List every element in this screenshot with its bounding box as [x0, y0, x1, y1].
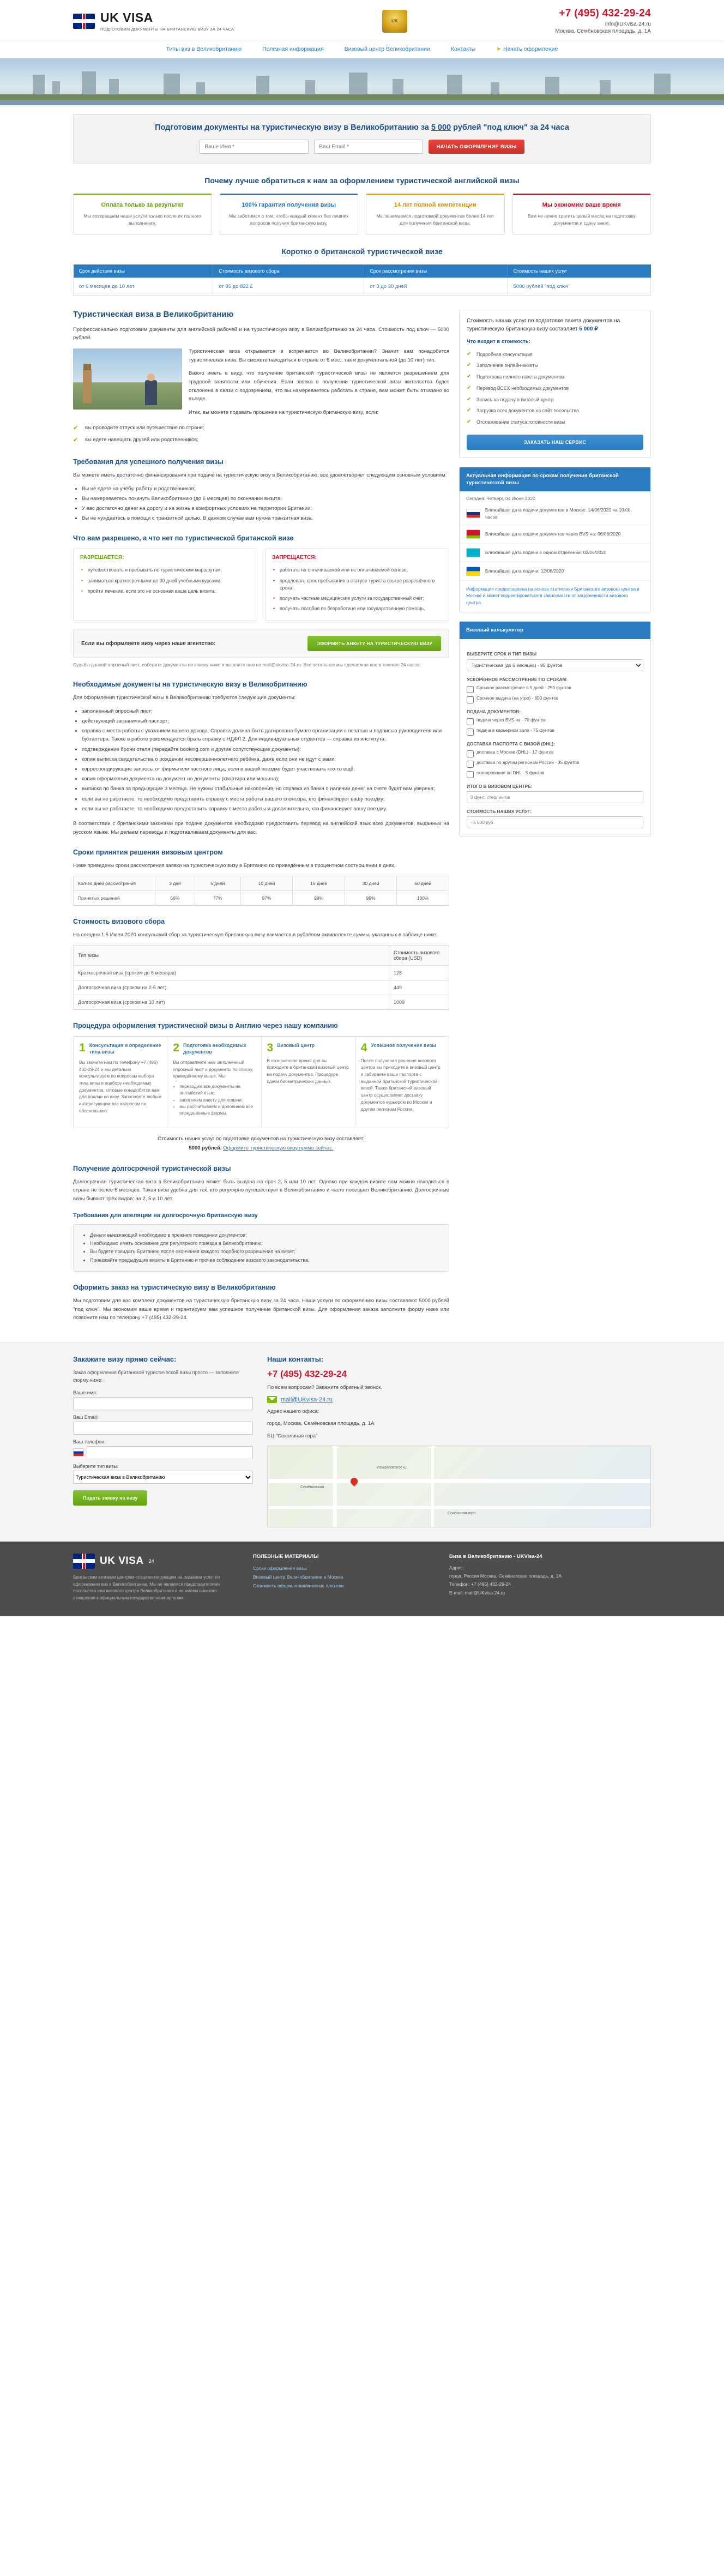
office-building: БЦ "Соколиная гора" [267, 1433, 318, 1439]
footer-link-item[interactable] [253, 1581, 433, 1590]
calc-checkbox[interactable] [467, 750, 474, 757]
list-item: • действующий заграничный паспорт; [82, 717, 449, 725]
cta-note: Судьбы данной опросный лист, соберите документы по списку ниже и вышлите нам на mail@ukvisa-24.ru. Все остальное мы сделаем за вас в течение 24 часов. [73, 662, 421, 668]
table-header-row [74, 945, 449, 965]
th-10-days: 10 дней [240, 876, 293, 890]
long-visa-req-title: Требования для апеляции на долгосрочную британскую визу [73, 1212, 258, 1219]
office-map[interactable] [267, 1446, 651, 1527]
step-number: 1 [79, 1041, 86, 1054]
processing-terms-table [73, 876, 449, 906]
why-card-title: Оплата только за результат [101, 202, 184, 208]
th-30-days: 30 дней [345, 876, 397, 890]
total-text: Стоимость наших услуг по подготовке документов на туристическую визу составляет: [158, 1136, 365, 1142]
uk-flag-icon [73, 14, 95, 29]
list-item: • корреспондирующие запросы от фирмы или частного лица, если в вашей поездке будет участвовать кто-то ещё; [82, 765, 449, 773]
td-value: 100% [397, 890, 449, 905]
nav-item-visa-center[interactable] [345, 40, 430, 58]
nav-item-start-order[interactable] [496, 40, 558, 58]
sidebar [459, 310, 651, 845]
documents-text: Для оформления туристической визы в Великобританию требуются следующие документы: [73, 695, 296, 701]
total-price-line [73, 1135, 449, 1152]
article-column [73, 310, 449, 1327]
list-item: • подтверждение брони отеля (передайте booking.com и другие сопутствующие документы); [82, 745, 449, 754]
list-item: ✔ вы проводите отпуск или путешествие по стране; [73, 422, 449, 434]
article-p4: Итак, вы можете подавать прошение на туристическую британскую визу, если: [189, 409, 379, 416]
main-content [73, 310, 651, 1327]
td-our-price: 5000 рублей "под ключ" [508, 278, 650, 295]
phone-label: Ваш телефон: [73, 1439, 106, 1445]
nav-link[interactable]: Типы виз в Великобританию [166, 46, 242, 52]
header-contacts [555, 8, 651, 34]
fee-text: На сегодня 1.5 Июля 2020 консульский сбор за туристическую британскую визу взимается в рублёвом эквиваленте суммы, указанных в таблице ниже: [73, 931, 438, 938]
includes-list [467, 349, 643, 428]
list-item: ✔ Перевод ВСЕХ необходимых документов [467, 383, 643, 394]
page-title: Туристическая виза в Великобританию [73, 309, 234, 319]
list-item: • если вы не работаете, то необходимо представить справку с места работы вашего спонсора, кто финансирует вашу поездку; [82, 795, 449, 803]
royal-emblem-icon [378, 9, 411, 34]
header-email[interactable]: info@UKvisa-24.ru [605, 21, 651, 27]
calc-option-delivery-regions[interactable] [467, 760, 643, 768]
footer-addr-label: Адрес: [449, 1564, 464, 1570]
term-text: Ближайшая дата подачи: 12/06/2020 [485, 568, 564, 574]
footer-logo-text: UK VISA [100, 1555, 144, 1567]
list-item: ✔ Подробная консультация [467, 349, 643, 360]
footer-link-item[interactable] [253, 1573, 433, 1581]
th-60-days: 60 дней [397, 876, 449, 890]
list-item: • получать частные медицинские услуги за государственный счёт; [272, 593, 442, 604]
term-text: Ближайшая дата подачи в одном отделении: 02/06/2020 [485, 550, 607, 556]
list-item: • Вы не едете на учёбу, работу и родственников; [82, 485, 449, 493]
td-visa-type: Краткосрочная виза (сроком до 6 месяцев) [74, 965, 389, 980]
footer-email[interactable]: E-mail: mail@UKvisa-24.ru [449, 1590, 505, 1596]
why-card-title: 100% гарантия получения визы [242, 202, 336, 208]
footer-phone[interactable]: Телефон: +7 (495) 432-29-24 [449, 1581, 511, 1587]
nav-item-visa-types[interactable] [166, 40, 242, 58]
list-item: • У вас достаточно денег на дорогу и на жизнь в комфортных условиях на территории Британии; [82, 504, 449, 513]
contacts-email[interactable]: mail@UKvisa-24.ru [281, 1396, 333, 1403]
documents-title: Необходимые документы на туристическую визу в Великобританию [73, 681, 307, 689]
th-fee: Стоимость визового сбора [213, 264, 364, 278]
logo-text: UK VISA [100, 10, 153, 25]
calc-option-scan-dhl[interactable] [467, 770, 643, 778]
allowed-box [73, 549, 257, 621]
contacts-title: Наши контакты: [267, 1355, 324, 1363]
why-cards [73, 194, 651, 235]
footer-link[interactable]: Стоимость оформления/визовые платежи [253, 1582, 344, 1588]
allowed-forbidden-boxes [73, 549, 449, 621]
step-text: Вы звоните нам по телефону +7 (495) 432-29-24 и мы детально консультируем по вопросам выбора типа визы и подбору необходимых документов, которые понадобятся вам для подачи на визу. Заполняете любым интересующим вас вопросом по обоснованию. [79, 1060, 162, 1114]
list-item: ✔ Запись на подачу в визовый центр [467, 394, 643, 406]
td-row-label: Принятых решений [74, 890, 155, 905]
includes-title: Что входит в стоимость: [467, 338, 530, 345]
td-fee: от 95 до 822 £ [213, 278, 364, 295]
list-item: • заполняем анкету для подачи; [179, 1097, 255, 1104]
promo-title-part2: рублей "под ключ" за 24 часа [451, 123, 569, 132]
calc-label-speed: УСКОРЕННОЕ РАССМОТРЕНИЕ ПО СРОКАМ: [467, 676, 568, 682]
calc-option-premium-lounge[interactable] [467, 727, 643, 736]
order-now-link[interactable]: Оформите туристическую визу прямо сейчас. [223, 1145, 334, 1151]
table-row [74, 890, 449, 905]
map-pin-icon [349, 1476, 359, 1486]
flag-russia-icon [73, 1448, 84, 1456]
email-label: Ваш Email: [73, 1414, 98, 1420]
visa-calculator-panel [459, 621, 651, 836]
why-card-text: Мы занимаемся подготовкой документов более 14 лет для получения британской визы. [376, 213, 494, 226]
td-visa-type: Долгосрочная виза (сроком на 2-5 лет) [74, 980, 389, 995]
calc-option-fast-next-day[interactable] [467, 695, 643, 703]
footer-links-title: ПОЛЕЗНЫЕ МАТЕРИАЛЫ [253, 1553, 319, 1560]
list-item: • копия выписка свидетельства о рождении несовершеннолетнего ребёнка, даже если они не идут с вами; [82, 755, 449, 763]
term-text: Ближайшая дата подачи документов в Москве: 14/06/2020 на 10:00 часов [485, 507, 631, 520]
list-item: • переводим все документы на английский язык; [179, 1084, 255, 1097]
price-panel-title [467, 317, 643, 333]
td-validity: от 6 месяцев до 10 лет [74, 278, 213, 295]
list-item: • заполненный опросный лист; [82, 707, 449, 715]
main-nav [0, 40, 724, 58]
hero-banner-image [0, 58, 724, 105]
th-fee-usd: Стоимость визового сбора (USD) [389, 945, 449, 965]
article-intro: Профессионально подготовим документы для английской рабочей и на туристическую визу в Великобританию за 24 часа. Стоимость под ключ — 5000 рублей. [73, 326, 449, 341]
step-title: Визовый центр [277, 1042, 315, 1048]
th-processing: Срок рассмотрения визы [364, 264, 508, 278]
calc-label-submission: ПОДАЧА ДОКУМЕНТОВ: [467, 708, 521, 714]
list-item: • пройти лечение, если это не основная ваша цель визита. [80, 586, 250, 597]
calc-option-label: подача в карьерном зале - 75 фунтов [476, 727, 555, 733]
order-visa-type-select[interactable] [73, 1471, 253, 1484]
list-item: • путешествовать и пребывать по туристическим маршрутам; [80, 565, 250, 575]
why-card-payment [73, 194, 212, 235]
price-panel [459, 310, 651, 458]
promo-form [85, 140, 639, 154]
map-label: Соколиная гора [448, 1511, 476, 1515]
calc-option-label: Срочное рассмотрение в 5 дней - 250 фунтов [476, 685, 571, 690]
article-p2: Туристическая виза открывается в встречается во Великобритании? Значит вам понадобится туристическая виза. Вы сможете находиться в стране от 6 мес., так и документальной (до 10 лет) тип. [189, 348, 449, 363]
list-item: • Вы не нуждаетесь в помощи с транзитной целью. В данном случае вам нужна транзитная виза. [82, 514, 449, 522]
map-label: Семёновская [300, 1485, 324, 1489]
th-15-days: 15 дней [293, 876, 345, 890]
promo-title [85, 123, 639, 132]
step-number: 3 [267, 1041, 274, 1054]
footer-contacts-title: Виза в Великобританию - UKVisa-24 [449, 1553, 542, 1560]
calc-option-label: доставка по другим регионам России - 35 фунтов [476, 760, 580, 765]
step-title: Успешное получение визы [371, 1042, 437, 1048]
why-card-guarantee [220, 194, 359, 235]
table-header-row [74, 264, 651, 278]
list-item: • Деньги выезжающий необходимо в прежнем поведении документов; [90, 1231, 440, 1239]
short-section-title: Коротко о британской туристической визе [281, 246, 443, 256]
calc-option-fast-5days[interactable] [467, 685, 643, 693]
footer-order-section [0, 1343, 724, 1542]
flag-ukraine-icon [466, 567, 480, 576]
list-item: • Вы намереваетесь покинуть Великобританию (до 6 месяцев) по окончании визита; [82, 495, 449, 503]
uk-flag-icon [73, 1554, 95, 1569]
calc-checkbox[interactable] [467, 729, 474, 736]
requirements-text: Вы можете иметь достаточно финансирования при подаче на туристическую визу в Великобританию, все удовлетворяет следующим основным условиям: [73, 472, 447, 479]
footer-link[interactable]: Визовый центр Великобритании в Москве [253, 1574, 343, 1580]
list-item: • выписка по банка за предыдущие 3 месяца. Не нужны стабильные накопления, но справка из банка о наличии денег на счете будет вам уверена; [82, 785, 449, 793]
footer-link-item[interactable] [253, 1564, 433, 1573]
why-card-title: 14 лет полной компетенции [394, 202, 476, 208]
promo-submit-button[interactable]: НАЧАТЬ ОФОРМЛЕНИЕ ВИЗЫ [429, 140, 524, 154]
logo[interactable] [73, 10, 234, 32]
step-4-receive-visa [355, 1037, 449, 1128]
name-label: Ваше имя: [73, 1389, 98, 1395]
why-card-text: Вам не нужно тратить целый месяц на подготовку документов и сдачу анкет. [527, 213, 636, 226]
nav-link[interactable]: Начать оформление [503, 46, 558, 52]
promo-name-input[interactable] [200, 140, 309, 154]
table-row [74, 995, 449, 1009]
terms-text: Ниже приведены сроки рассмотрения заявки на туристическую визу в Британию по приведённым в процентном соотношении в днях. [73, 863, 396, 869]
total-price: 5000 рублей. [189, 1145, 222, 1151]
term-row-bvs [460, 525, 650, 544]
why-card-text: Мы возвращаем наши услуги только после их полного выполнения. [83, 213, 201, 226]
order-form-title: Закажите визу прямо сейчас: [73, 1355, 177, 1363]
footer-brand [73, 1554, 237, 1602]
calc-visa-type-select[interactable] [467, 659, 643, 671]
calc-checkbox[interactable] [467, 686, 474, 693]
nav-link[interactable]: Визовый центр Великобритании [344, 46, 430, 52]
terms-panel-note: Информация предоставлена на основе статистики Британского визового центра в Москве и может корректироваться в зависимости от загруженности визового центра. [466, 586, 639, 605]
calc-option-label: доставка с Москве (DHL) - 17 фунтов [476, 749, 554, 755]
list-item: ✔ Загрузка всех документов на сайт посольства [467, 405, 643, 417]
td-fee: 449 [389, 980, 449, 995]
step-3-visa-center [262, 1037, 355, 1128]
why-section-title: Почему лучше обратиться к нам за оформлением туристической английской визы [204, 176, 520, 185]
calc-label-visa-type: ВЫБЕРИТЕ СРОК И ТИП ВИЗЫ [467, 651, 537, 657]
why-card-text: Мы заботимся о том, чтобы каждый клиент без лишних вопросов получил британскую визу. [229, 213, 349, 226]
order-form [73, 1355, 253, 1527]
step-number: 2 [173, 1041, 179, 1054]
table-row [74, 980, 449, 995]
flag-belarus-icon [466, 529, 480, 539]
td-value: 99% [293, 890, 345, 905]
step-title: Подготовка необходимых документов [183, 1042, 246, 1055]
td-visa-type: Долгосрочная виза (сроком на 10 лет) [74, 995, 389, 1009]
order-email-input[interactable] [73, 1422, 253, 1435]
list-item: • продлевать срок пребывания в статусе туриста свыше разрешённого срока; [272, 576, 442, 593]
footer-link[interactable]: Сроки оформления визы [253, 1565, 307, 1571]
term-text: Ближайшая дата подачи документов через BVS на: 06/06/2020 [485, 531, 621, 537]
fee-title: Стоимость визового сбора [73, 917, 165, 925]
calc-label-delivery: ДОСТАВКА ПАСПОРТА С ВИЗОЙ (DHL): [467, 741, 555, 747]
emblem-label: UK [382, 10, 407, 33]
list-item: ✔ Отслеживание статуса готовности визы [467, 417, 643, 428]
footer-addr: город, Россия Москва, Семёновская площадь, д. 1А [449, 1573, 562, 1579]
order-submit-button[interactable]: Подать заявку на визу [73, 1490, 147, 1506]
th-validity: Срок действия визы [74, 264, 213, 278]
calc-total-center-output [467, 791, 643, 803]
header-phone[interactable]: +7 (495) 432-29-24 [559, 8, 651, 19]
td-fee: 1009 [389, 995, 449, 1009]
table-header-row [74, 876, 449, 890]
article-p3: Важно иметь в виду, что получение британской туристической визы не является разрешением для трудовой занятости или обучения. Если заявка в получении туристической визы жительства будет отклонена в связи с подозрением, что вы намереваетесь работать в стране, вам может быть отказано во въезде. [189, 370, 449, 402]
th-5-days: 5 дней [195, 876, 240, 890]
td-fee: 128 [389, 965, 449, 980]
terms-panel-header: Актуальная информация по срокам получения британской туристической визы [460, 467, 650, 492]
th-days: Кол-во дней рассмотрения [74, 876, 155, 890]
list-item: ✔ Заполнение онлайн-анкеты [467, 360, 643, 371]
logo-subtitle: ПОДГОТОВИМ ДОКУМЕНТЫ НА БРИТАНСКУЮ ВИЗУ ЗА 24 ЧАСА [100, 27, 234, 32]
mail-icon [267, 1396, 277, 1403]
list-item: • Приезжайте предыдущие визиты в Британию и прочее соблюдение визового законодательства. [90, 1256, 440, 1265]
article-lead-image [73, 348, 182, 410]
table-row [74, 278, 651, 295]
list-item: • если вы не работаете, то необходимо предоставить справку с места работы и дополнительно, кто финансирует вашу поездку. [82, 805, 449, 813]
forbidden-box-title: ЗАПРЕЩАЕТСЯ: [272, 555, 317, 561]
td-value: 97% [240, 890, 293, 905]
calc-checkbox[interactable] [467, 761, 474, 768]
td-processing: от 3 до 30 дней [364, 278, 508, 295]
footer-links [253, 1554, 433, 1602]
calculator-header: Визовый калькулятор [460, 622, 650, 639]
process-steps [73, 1036, 449, 1129]
list-item: • получать пособия по безработице или государственную помощь. [272, 604, 442, 614]
step-text: После получения решения визового центра вы приходите в визовый центр и забираете ваши паспорта с выданной британской туристической визой. Также британский визовый центр осуществляет доставку документов курьером по Москве и другим регионам России. [360, 1058, 441, 1112]
list-item: • Необходимо иметь основание для регулярного приезда в Великобританию; [90, 1239, 440, 1248]
order-title: Оформить заказ на туристическую визу в Великобританию [73, 1283, 276, 1291]
table-row [74, 965, 449, 980]
calc-checkbox[interactable] [467, 771, 474, 778]
list-item: • мы рассчитываем и дополняем все определённые формы. [179, 1104, 255, 1117]
price-panel-text: Стоимость наших услуг по подготовке пакета документов на туристическую британскую визу составляет [467, 317, 620, 332]
list-item: ✔ вы едете навещать друзей или родственников; [73, 434, 449, 446]
promo-block [73, 114, 651, 164]
order-service-button[interactable]: ЗАКАЗАТЬ НАШ СЕРВИС [467, 435, 643, 450]
eligibility-list [73, 422, 449, 447]
calc-checkbox[interactable] [467, 696, 474, 703]
site-footer [0, 1542, 724, 1616]
map-label: Измайловское ш. [377, 1465, 408, 1470]
steps-title: Процедура оформления туристической визы в Англию через нашу компанию [73, 1021, 338, 1030]
calc-option-label: сканирование по DHL - 5 фунтов [476, 770, 545, 775]
footer-disclaimer: Британским визовым центром-специализирующим на оказании услуг по оформлению виз в Великобританию. Мы не являемся представителями посольства или визового центра Великобритании и не имеем никакого отношения к официальным государственным органам. [73, 1574, 220, 1601]
td-value: 99% [345, 890, 397, 905]
calc-option-bvs[interactable] [467, 717, 643, 725]
contacts-phone[interactable]: +7 (495) 432-29-24 [267, 1368, 347, 1379]
cta-text: Если вы оформляете визу через наше агентство: [81, 640, 216, 647]
forbidden-box [265, 549, 449, 621]
list-item: • работать на оплачиваемой или не оплачиваемой основе; [272, 565, 442, 575]
promo-title-part1: Подготовим документы на туристическую визу в Великобританию за [155, 123, 431, 132]
visa-fee-table [73, 945, 449, 1010]
documents-note: В соответствии с британскими законами при подаче документов необходимо предоставить перевод на английский язык всех документов, выданных на русском языке. Мы делаем переводы и подготавливаем документы для вас. [73, 820, 449, 835]
why-card-experience [366, 194, 505, 235]
office-address: город, Москва, Семёновская площадь, д. 1А [267, 1421, 375, 1427]
step-text: Вы отправляете нам заполненный опросный лист и документы по списку, приведённому выше. Мы: [173, 1060, 254, 1079]
office-address-title: Адрес нашего офиса: [267, 1409, 319, 1415]
long-visa-title: Получение долгосрочной туристической визы [73, 1164, 231, 1172]
requirements-title: Требования для успешного получения визы [73, 458, 224, 466]
contacts-block [267, 1355, 651, 1527]
calc-checkbox[interactable] [467, 718, 474, 725]
header-address: Москва, Семёновская площадь, д. 1А [555, 28, 651, 34]
flag-russia-icon [466, 509, 480, 518]
calc-option-delivery-moscow[interactable] [467, 749, 643, 757]
why-card-title: Мы экономим ваше время [542, 202, 621, 208]
list-item: • Вы будете покидать Британию после окончания каждого подобного разрешения на визит; [90, 1248, 440, 1256]
cta-band [73, 629, 449, 658]
order-text: Мы подготовим для вас комплект документов на туристическую британскую визу за 24 часа. Наши услуги по оформлению визы составляют 5000 рублей "под ключ". Мы экономим ваше время и гарантируем вам успешное получение британской визы. Для оформления заказа заполните форму ниже или позвоните нам по телефону +7 (495) 432-29-24. [73, 1297, 449, 1321]
allowed-title: Что вам разрешено, а что нет по туристической британской визе [73, 534, 294, 543]
calc-option-label: Срочное выдача (на утро) - 800 фунтов [476, 695, 559, 701]
step-1-consultation [74, 1037, 167, 1128]
list-item: • копия оформления документа на документ на документы (квартира или машина); [82, 775, 449, 783]
nav-item-contacts[interactable] [451, 40, 475, 58]
order-name-input[interactable] [73, 1397, 253, 1410]
footer-contacts [449, 1554, 651, 1602]
list-item: • справка с места работы с указанием вашего дохода. Справка должна быть датирована бумаге организации с печатью и подписью руководителя или бухгалтера. Также в работе рекомендуется брать справку с НДФЛ 2. Для индивидуальных студентов — справка из института; [82, 727, 449, 743]
contacts-email-row[interactable] [267, 1396, 651, 1403]
promo-email-input[interactable] [314, 140, 423, 154]
term-row-branch [460, 544, 650, 562]
order-form-text: Заказ оформления британской туристической визы просто — заполните форму ниже: [73, 1369, 239, 1383]
promo-price: 5 000 [431, 123, 451, 132]
calc-total-center-label: ИТОГО В ВИЗОВОМ ЦЕНТРЕ: [467, 783, 533, 789]
footer-logo-sup: 24 [148, 1558, 154, 1564]
nav-link[interactable]: Полезная информация [262, 46, 324, 52]
callback-text[interactable]: По всем вопросам? Закажите обратный звонок. [267, 1384, 383, 1391]
long-visa-text: Долгосрочная туристическая виза в Великобританию может быть выдана на срок 2, 5 или 10 лет. Однако при каждом визите вам можно находиться в стране не более 6 месяцев. Такая виза удобна для тех, кто регулярно путешествует в Великобританию и часто посещает Великобританию. Долгосрочные визы бывают трёх видов: на 2, 5 и 10 лет. [73, 1178, 449, 1202]
visa-summary-table [73, 264, 651, 296]
step-2-documents [167, 1037, 261, 1128]
step-text: В назначенное время дня вы приходите в британский визовый центр на подачу документов. Процедура сдачи биометрических данных. [267, 1058, 349, 1084]
order-phone-input[interactable] [87, 1446, 253, 1459]
visa-type-label: Выберите тип визы: [73, 1463, 119, 1469]
step-number: 4 [360, 1041, 367, 1054]
allowed-box-title: РАЗРЕШАЕТСЯ: [80, 555, 124, 561]
step-title: Консультация и определение типа визы [89, 1042, 161, 1055]
calc-total-services-label: СТОИМОСТЬ НАШИХ УСЛУГ: [467, 808, 532, 814]
nav-link[interactable]: Контакты [450, 46, 476, 52]
calc-total-services-output [467, 816, 643, 828]
cta-questionnaire-button[interactable]: ОФОРМИТЬ АНКЕТУ НА ТУРИСТИЧЕСКУЮ ВИЗУ [307, 636, 441, 651]
terms-panel [459, 467, 651, 613]
why-card-time [512, 194, 651, 235]
price-panel-amount: 5 000 ₽ [579, 326, 598, 332]
th-our-price: Стоимость наших услуг [508, 264, 650, 278]
list-item: • заниматься краткосрочными до 30 дней учёбными курсами; [80, 576, 250, 586]
documents-list [82, 707, 449, 813]
term-row-other [460, 562, 650, 581]
flag-kazakhstan-icon [466, 548, 480, 557]
td-value: 77% [195, 890, 240, 905]
list-item: ✔ Подготовка полного пакета документов [467, 371, 643, 383]
term-row-moscow [460, 502, 650, 525]
th-visa-type: Тип визы [74, 945, 389, 965]
arrow-icon: ➤ [496, 46, 502, 52]
calc-option-label: подача через BVS на - 70 фунтов [476, 717, 546, 723]
site-header [0, 0, 724, 40]
terms-panel-date: Сегодня: Четверг, 04 Июня 2020 [466, 496, 535, 502]
long-visa-req-box [73, 1224, 449, 1272]
requirements-list [82, 485, 449, 523]
td-value: 56% [155, 890, 195, 905]
nav-item-useful-info[interactable] [262, 40, 324, 58]
terms-title: Сроки принятия решения визовым центром [73, 848, 223, 857]
th-3-days: 3 дня [155, 876, 195, 890]
